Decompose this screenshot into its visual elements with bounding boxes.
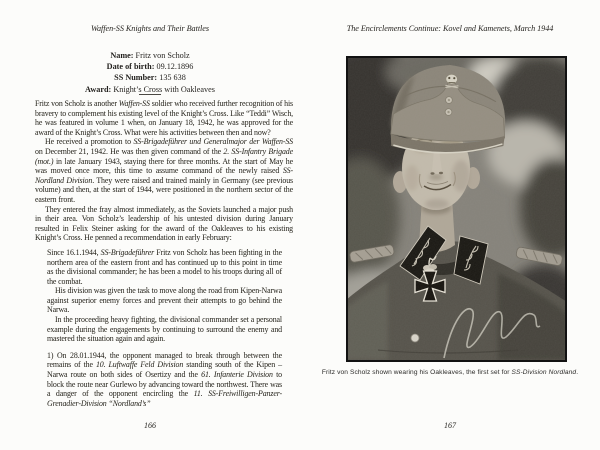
quote-paragraph: His division was given the task to move along the road from Kipen-Narwa against superior enemy forces and prevent their attempts to go behind the Narwa. xyxy=(47,286,282,315)
info-label: SS Number: xyxy=(114,73,158,83)
block-quote xyxy=(47,248,282,409)
footnote-paragraph: 1) On 28.01.1944, the opponent managed to break through between the remains of the 10. Luftwaffe Feld Division standing south of the Kipen – Narwa route on both sides of Osertizy and the 61. Infanterie Division to block the route near Gurlewo by advancing toward the northwest. There was a danger of the opponent encircling the 11. SS-Freiwilligen-Panzer-Grenadier-Division “Nordland’s” xyxy=(47,350,283,408)
info-line-dob xyxy=(0,61,300,72)
info-line-ss-number xyxy=(0,72,300,83)
body-text xyxy=(35,99,293,408)
photo-caption: Fritz von Scholz shown wearing his Oakleaves, the first set for SS-Division Nordland. xyxy=(321,369,579,376)
film-grain-overlay xyxy=(348,58,565,360)
portrait-photo xyxy=(346,56,567,362)
info-line-name xyxy=(0,50,300,61)
running-head-right: The Encirclements Continue: Kovel and Kamenets, March 1944 xyxy=(346,24,554,33)
page-right xyxy=(300,0,600,450)
paragraph: He received a promotion to SS-Brigadeführer und Generalmajor der Waffen-SS on December 21, 1942. He was then given command of the 2. SS-Infantry Brigade (mot.) in late January 1943, staying there for three months. At the start of May he was moved once more, this time to assume command of the newly raised SS-Nordland Division. They were raised and trained mainly in Germany (see previous volume) and then, at the start of 1944, were positioned in the northern sector of the eastern front. xyxy=(35,137,293,204)
page-number-left: 166 xyxy=(144,421,156,430)
info-value: Knight’s Cross with Oakleaves xyxy=(113,84,215,94)
paragraph: They entered the fray almost immediately, as the Soviets launched a major push in their area. Von Scholz’s leadership of his untested division during January resulted in Felix Steiner asking for the award of the Oakleaves to his existing Knight’s Cross. He penned a recommendation in early February: xyxy=(35,204,293,243)
info-block xyxy=(0,50,300,95)
info-value: Fritz von Scholz xyxy=(135,51,190,60)
quote-paragraph: Since 16.1.1944, SS-Brigadeführer Fritz von Scholz has been fighting in the northern area of the eastern front and has continued up to this point in time as the divisional commander; he has been a model to his troops during all of the combat. xyxy=(47,247,282,286)
info-label: Date of birth: xyxy=(106,62,155,72)
info-value: 09.12.1896 xyxy=(156,62,194,72)
paragraph: Fritz von Scholz is another Waffen-SS soldier who received further recognition of his bravery to complement his existing level of the Knight’s Cross. Like “Teddi” Wisch, he was featured in volume 1 when, on January 18, 1942, he was approved for the award of the Knight’s Cross. What were his activities between then and now? xyxy=(35,99,293,137)
section-divider xyxy=(139,94,161,95)
page-number-right: 167 xyxy=(444,421,456,430)
running-head-left: Waffen-SS Knights and Their Battles xyxy=(90,24,210,33)
info-value: 135 638 xyxy=(159,73,186,83)
info-label: Name: xyxy=(110,51,134,60)
quote-paragraph: In the proceeding heavy fighting, the divisional commander set a personal example during the engagements by continuing to surround the enemy and mastered the situation again and again. xyxy=(47,315,282,344)
info-label: Award: xyxy=(85,84,112,94)
